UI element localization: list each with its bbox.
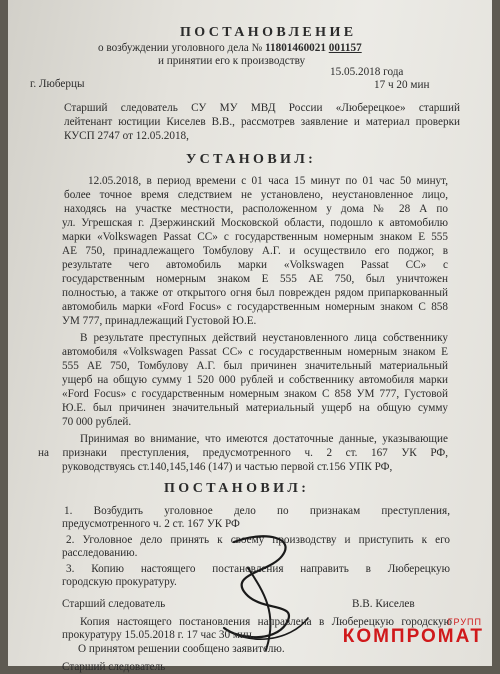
date: 15.05.2018 года	[330, 66, 404, 78]
paragraph-line: прокуратуру 15.05.2018 г. 17 час 30 мин.	[62, 629, 255, 641]
header-line-2: и принятии его к производству	[158, 55, 306, 67]
notified-text: О принятом решении сообщено заявителю.	[78, 643, 285, 655]
document-title: ПОСТАНОВЛЕНИЕ	[180, 25, 357, 40]
time: 17 ч 20 мин	[374, 79, 430, 91]
paragraph-line: автомобиля «Volkswagen Passat CC» с государственным номерным знаком Е	[62, 346, 448, 358]
paragraph-line: 555 АЕ 750, Томбулову А.Г. был причинен значительный материальный	[62, 360, 448, 372]
resolution-item: 1. Возбудить уголовное дело по признакам преступления,	[64, 505, 450, 517]
paragraph-line: руководствуясь ст.140,145,146 (147) и частью первой ст.156 УПК РФ,	[62, 461, 393, 473]
resolution-item: городскую прокуратуру.	[62, 576, 177, 588]
paragraph-line: государственным номерным знаком Е 555 АЕ 750, был уничтожен	[62, 273, 448, 285]
intro-line-1: Старший следователь СУ МУ МВД России «Люберецкое» старший	[64, 102, 460, 114]
paragraph-line: марки «Volkswagen Passat CC» с государственным номерным знаком Е 555	[62, 231, 448, 243]
signature-position: Старший следователь	[62, 598, 166, 610]
header-line-1	[98, 42, 362, 55]
paragraph-line: Ю.Е. был причинен значительный материальный ущерб на общую сумму	[62, 402, 448, 414]
resolution-item: расследованию.	[62, 547, 138, 559]
paragraph-line: ул. Угрешская г. Дзержинский Московской области, подошло к автомобилю	[62, 217, 448, 229]
paragraph-line: 70 000 рублей.	[62, 416, 132, 428]
paragraph-line: ущерб на общую сумму 1 520 000 рублей и собственнику автомобиля марки	[62, 374, 448, 386]
watermark-text: КОМПРОМАТ	[342, 626, 484, 647]
paragraph-line: полностью, а также от открытого огня был поврежден рядом припаркованный	[62, 287, 448, 299]
paragraph-line: В результате преступных действий неустановленного лица собственнику	[80, 332, 448, 344]
paragraph-line: автомобиль марки «Ford Focus» с государственным номерным знаком С 858	[62, 301, 448, 313]
established-heading: УСТАНОВИЛ:	[186, 152, 317, 167]
paragraph-line: «Ford Focus» с государственным номерным знаком С 858 УМ 777, Густовой	[62, 388, 448, 400]
resolved-heading: ПОСТАНОВИЛ:	[164, 481, 310, 496]
paragraph-line: Копия настоящего постановления направлена в Люберецкую городскую	[80, 616, 452, 628]
paragraph-line: УМ 777, принадлежащий Густовой Ю.Е.	[62, 315, 257, 327]
place: г. Люберцы	[30, 78, 85, 90]
resolution-item: 2. Уголовное дело принять к своему производству и приступить к его	[66, 534, 450, 546]
intro-line-2: лейтенант юстиции Киселев В.В., рассмотрев заявление и материал проверки	[64, 116, 460, 128]
document-page	[8, 0, 492, 673]
intro-line-3: КУСП 2747 от 12.05.2018,	[64, 130, 189, 142]
paragraph-line: АЕ 750, принадлежащего Томбулову А.Г. и осуществило его поджог, в	[62, 245, 448, 257]
resolution-item: предусмотренного ч. 2 ст. 167 УК РФ	[62, 518, 240, 530]
paragraph-line: более точное время следствием не установлено, неустановленное лицо,	[64, 189, 448, 201]
paragraph-line: находясь на участке местности, расположенном у дома № 28 А по	[64, 203, 448, 215]
resolution-item: 3. Копию настоящего постановления направить в Люберецкую	[66, 563, 450, 575]
paragraph-line: результате чего автомобиль марки «Volkswagen Passat CC» с	[62, 259, 448, 271]
footer-partial: Старший следователь	[62, 661, 166, 673]
case-number: 11801460021	[265, 42, 326, 54]
header-prefix: о возбуждении уголовного дела №	[98, 42, 263, 54]
signature-name: В.В. Киселев	[352, 598, 415, 610]
watermark-small: ГРУПП	[447, 617, 482, 627]
case-number-suffix: 001157	[328, 42, 362, 54]
paragraph-line: на признаки преступления, предусмотренного ч. 2 ст. 167 УК РФ,	[38, 447, 448, 459]
watermark	[342, 617, 484, 648]
paragraph-line: 12.05.2018, в период времени с 01 часа 15 минут по 01 час 50 минут,	[88, 175, 448, 187]
paragraph-line: Принимая во внимание, что имеются достаточные данные, указывающие	[80, 433, 448, 445]
